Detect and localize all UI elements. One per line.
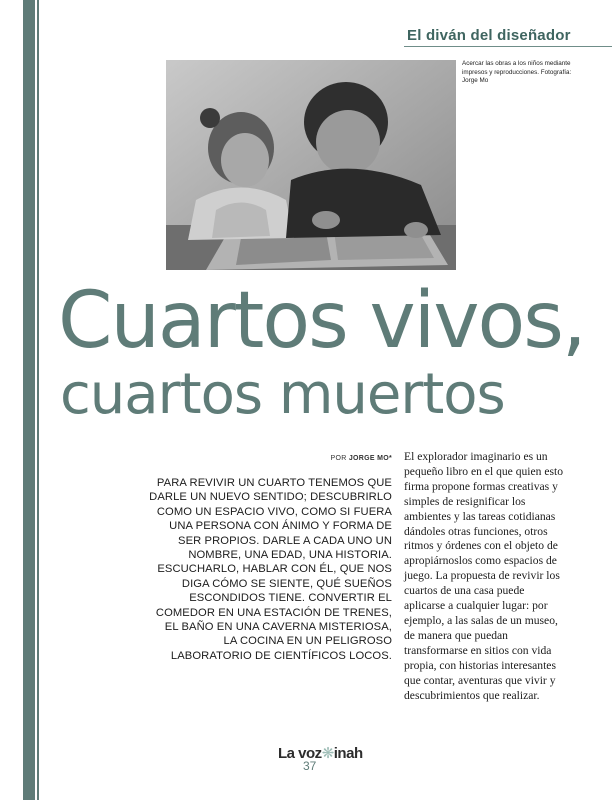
lead-paragraph: PARA REVIVIR UN CUARTO TENEMOS QUE DARLE UN NUEVO SENTIDO; DESCUBRIRLO COMO UN ESPACIO VIVO, COMO SI FUERA UNA PERSONA CON ÁNIMO Y FORMA DE SER PROPIOS. DARLE A CADA UNO UN NOMBRE, UNA EDAD, UNA HISTORIA. ESCUCHARLO, HABLAR CON ÉL, QUE NOS DIGA CÓMO SE SIENTE, QUÉ SUEÑOS ESCONDIDOS TIENE. CONVERTIR EL COMEDOR EN UNA ESTACIÓN DE TRENES, EL BAÑO EN UNA CAVERNA MISTERIOSA, LA COCINA EN UN PELIGROSO LABORATORIO DE CIENTÍFICOS LOCOS. [149, 477, 392, 662]
section-rule [404, 46, 612, 47]
byline-author: JORGE MO* [348, 455, 392, 462]
logo-mark-icon: ❋ [321, 745, 334, 762]
byline [331, 455, 392, 462]
logo-text-left: La voz [278, 745, 322, 762]
magazine-logo [278, 744, 363, 762]
headline-line-1: Cuartos vivos, [58, 276, 585, 366]
section-title: El diván del diseñador [407, 27, 571, 44]
children-reading-photo [166, 60, 456, 270]
body-paragraph: El explorador imaginario es un pequeño libro en el que quien esto firma propone formas creativas y simples de resignificar los ambientes y las tareas cotidianas dándoles otras funciones, otros ritmos y órdenes con el objeto de apropiárnoslos como espacios de juego. La propuesta de revivir los cuartos de una casa puede aplicarse a cualquier lugar: por ejemplo, a las salas de un museo, de manera que puedan transformarse en sitios con vida propia, con historias interesantes que contar, aventuras que vivir y descubrimientos que realizar. [404, 450, 564, 702]
left-accent-bar [23, 0, 35, 800]
photo-caption: Acercar las obras a los niños mediante impresos y reproducciones. Fotografía: Jorge Mo [462, 60, 572, 85]
logo-text-right: inah [333, 745, 363, 762]
page-number: 37 [303, 759, 317, 773]
byline-prefix: POR [330, 455, 347, 462]
headline-line-2: cuartos muertos [60, 362, 505, 427]
left-accent-line [37, 0, 39, 800]
